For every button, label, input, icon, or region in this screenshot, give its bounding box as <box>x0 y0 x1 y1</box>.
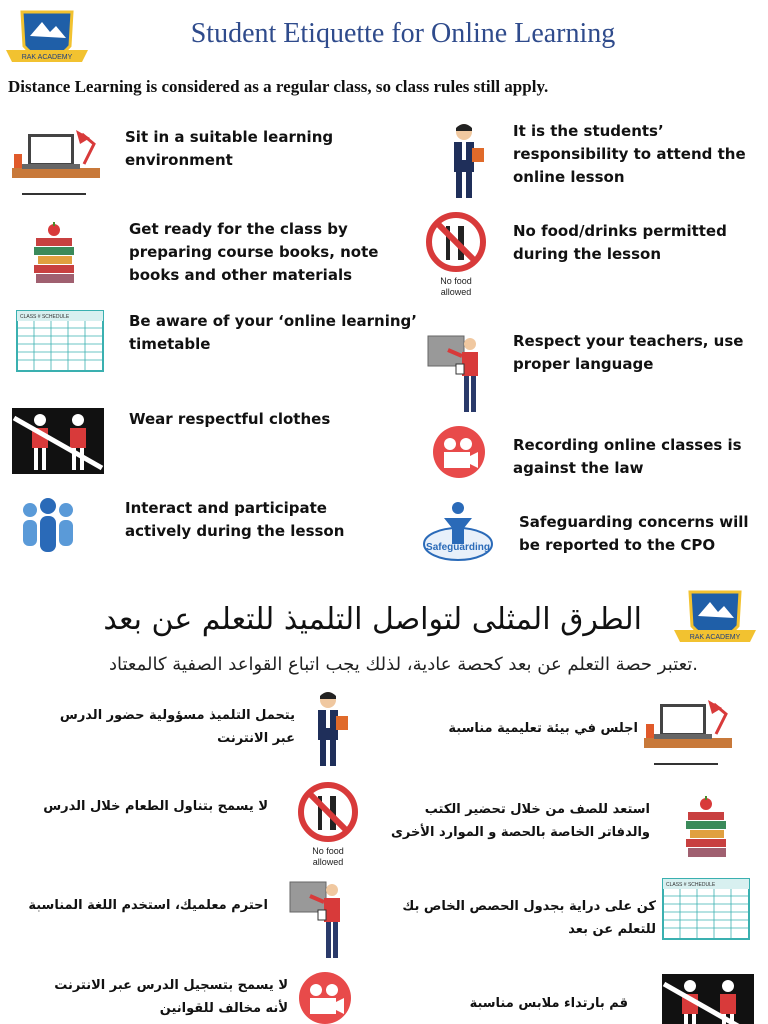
no-food-icon <box>424 210 488 300</box>
svg-text:CLASS # SCHEDULE: CLASS # SCHEDULE <box>20 314 70 320</box>
desk-laptop-icon-arabic <box>642 694 734 769</box>
rule-respect-teachers: Respect your teachers, use proper language <box>513 332 744 373</box>
rule-safeguarding: Safeguarding concerns will be reported to the CPO <box>519 513 749 554</box>
books-apple-icon-arabic <box>682 796 730 860</box>
svg-text:RAK ACADEMY: RAK ACADEMY <box>21 54 73 61</box>
people-group-icon <box>18 496 78 556</box>
arabic-rule-respect: احترم معلميك، استخدم اللغة المناسبة <box>28 898 268 913</box>
no-food-icon-arabic <box>296 780 360 870</box>
arabic-rule-clothes: قم بارتداء ملابس مناسبة <box>469 996 628 1011</box>
teacher-board-icon-arabic <box>288 876 352 962</box>
svg-text:Safeguarding: Safeguarding <box>426 542 490 553</box>
rule-recording-illegal: Recording online classes is against the law <box>513 436 742 477</box>
teacher-board-icon <box>426 330 490 416</box>
svg-text:allowed: allowed <box>440 287 472 297</box>
timetable-icon <box>16 310 104 372</box>
page-subtitle: Distance Learning is considered as a regular class, so class rules still apply. <box>8 77 549 96</box>
arabic-rule-prepare: استعد للصف من خلال تحضير الكتب والدفاتر الخاصة بالحصة و الموارد الأخرى <box>390 802 650 840</box>
svg-text:allowed: allowed <box>312 857 344 867</box>
no-inappropriate-clothes-icon <box>12 408 104 474</box>
video-camera-icon <box>430 426 488 478</box>
svg-text:RAK ACADEMY: RAK ACADEMY <box>689 634 741 641</box>
rule-prepare-materials: Get ready for the class by preparing course books, note books and other materials <box>129 220 379 284</box>
video-camera-icon-arabic <box>296 972 354 1024</box>
rule-interact-participate: Interact and participate actively during the lesson <box>125 499 345 540</box>
student-icon-arabic <box>306 690 356 770</box>
school-logo-arabic <box>672 586 758 656</box>
arabic-rule-attend: يتحمل التلميذ مسؤولية حضور الدرس عبر الانترنت <box>59 708 295 746</box>
arabic-rule-timetable: كن على دراية بجدول الحصص الخاص بك للتعلم عن بعد <box>402 899 656 937</box>
arabic-rule-environment: اجلس في بيئة تعليمية مناسبة <box>448 721 638 736</box>
page-title: Student Etiquette for Online Learning <box>190 18 616 49</box>
svg-text:No food: No food <box>440 276 472 286</box>
rule-attend-lesson: It is the students’ responsibility to attend the online lesson <box>513 122 746 186</box>
no-inappropriate-clothes-icon-arabic <box>662 974 754 1024</box>
rule-respectful-clothes: Wear respectful clothes <box>129 410 331 428</box>
student-icon <box>442 122 492 202</box>
arabic-subtitle: .تعتبر حصة التعلم عن بعد كحصة عادية، لذلك يجب اتباع القواعد الصفية كالمعتاد <box>108 654 698 675</box>
arabic-rule-recording: لا يسمح بتسجيل الدرس عبر الانترنت لأنه مخالف للقوانين <box>54 978 288 1016</box>
arabic-title: الطرق المثلى لتواصل التلميذ للتعلم عن بعد <box>103 602 642 637</box>
timetable-icon-arabic <box>662 878 750 940</box>
rule-timetable: Be aware of your ‘online learning’ timetable <box>129 312 417 353</box>
desk-laptop-icon <box>10 124 102 199</box>
books-apple-icon <box>30 222 78 286</box>
svg-text:CLASS # SCHEDULE: CLASS # SCHEDULE <box>666 882 716 888</box>
safeguarding-icon <box>420 500 496 566</box>
rule-suitable-environment: Sit in a suitable learning environment <box>125 128 334 169</box>
arabic-rule-no-food: لا يسمح بتناول الطعام خلال الدرس <box>43 799 268 814</box>
rule-no-food: No food/drinks permitted during the lesson <box>513 222 727 263</box>
svg-text:No food: No food <box>312 846 344 856</box>
